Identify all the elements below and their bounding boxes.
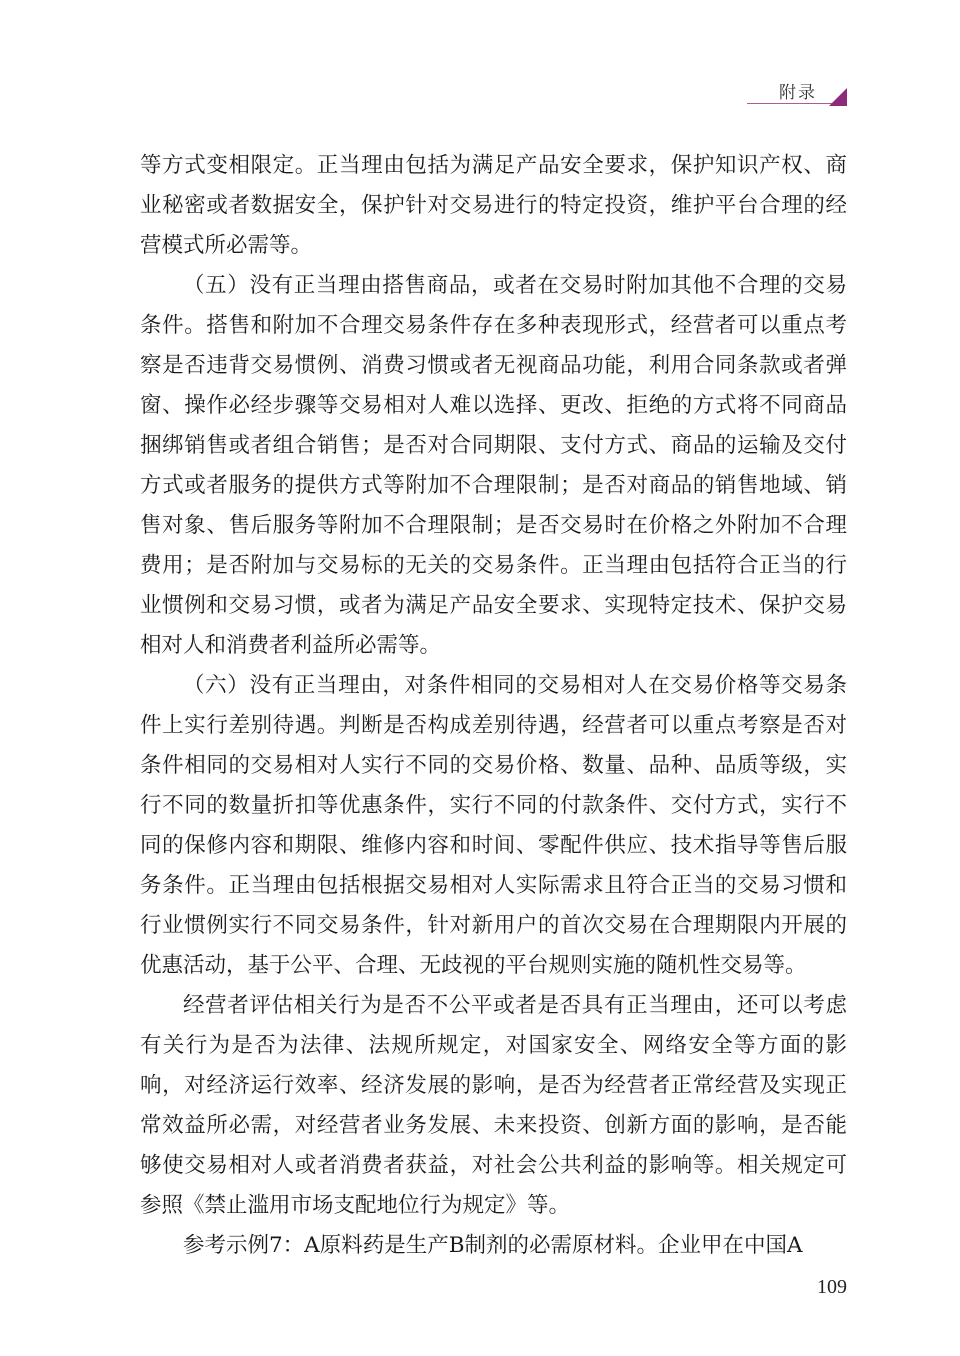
paragraph-continuation: 等方式变相限定。正当理由包括为满足产品安全要求，保护知识产权、商业秘密或者数据安全，保护针对交易进行的特定投资，维护平台合理的经营模式所必需等。: [140, 153, 847, 258]
page-number: 109: [817, 1276, 847, 1298]
section-label: 附录: [779, 83, 817, 103]
paragraph-item-6: （六）没有正当理由，对条件相同的交易相对人在交易价格等交易条件上实行差别待遇。判断是否构成差别待遇，经营者可以重点考察是否对条件相同的交易相对人实行不同的交易价格、数量、品种、品质等级，实行不同的数量折扣等优惠条件，实行不同的付款条件、交付方式，实行不同的保修内容和期限、维修内容和时间、零配件供应、技术指导等售后服务条件。正当理由包括根据交易相对人实际需求且符合正当的交易习惯和行业惯例实行不同交易条件，针对新用户的首次交易在合理期限内开展的优惠活动，基于公平、合理、无歧视的平台规则实施的随机性交易等。: [140, 673, 847, 978]
running-header: [707, 68, 847, 108]
paragraph-item-5: （五）没有正当理由搭售商品，或者在交易时附加其他不合理的交易条件。搭售和附加不合理交易条件存在多种表现形式，经营者可以重点考察是否违背交易惯例、消费习惯或者无视商品功能，利用合同条款或者弹窗、操作必经步骤等交易相对人难以选择、更改、拒绝的方式将不同商品捆绑销售或者组合销售；是否对合同期限、支付方式、商品的运输及交付方式或者服务的提供方式等附加不合理限制；是否对商品的销售地域、销售对象、售后服务等附加不合理限制；是否交易时在价格之外附加不合理费用；是否附加与交易标的无关的交易条件。正当理由包括符合正当的行业惯例和交易习惯，或者为满足产品安全要求、实现特定技术、保护交易相对人和消费者利益所必需等。: [140, 273, 847, 658]
body-text: [140, 146, 847, 1266]
corner-triangle-icon: [829, 88, 847, 106]
header-rule: [747, 103, 833, 104]
paragraph-assessment: 经营者评估相关行为是否不公平或者是否具有正当理由，还可以考虑有关行为是否为法律、法规所规定，对国家安全、网络安全等方面的影响，对经济运行效率、经济发展的影响，是否为经营者正常经营及实现正常效益所必需，对经营者业务发展、未来投资、创新方面的影响，是否能够使交易相对人或者消费者获益，对社会公共利益的影响等。相关规定可参照《禁止滥用市场支配地位行为规定》等。: [140, 993, 847, 1218]
paragraph-example-7: 参考示例7：A原料药是生产B制剂的必需原材料。企业甲在中国A: [183, 1233, 803, 1258]
